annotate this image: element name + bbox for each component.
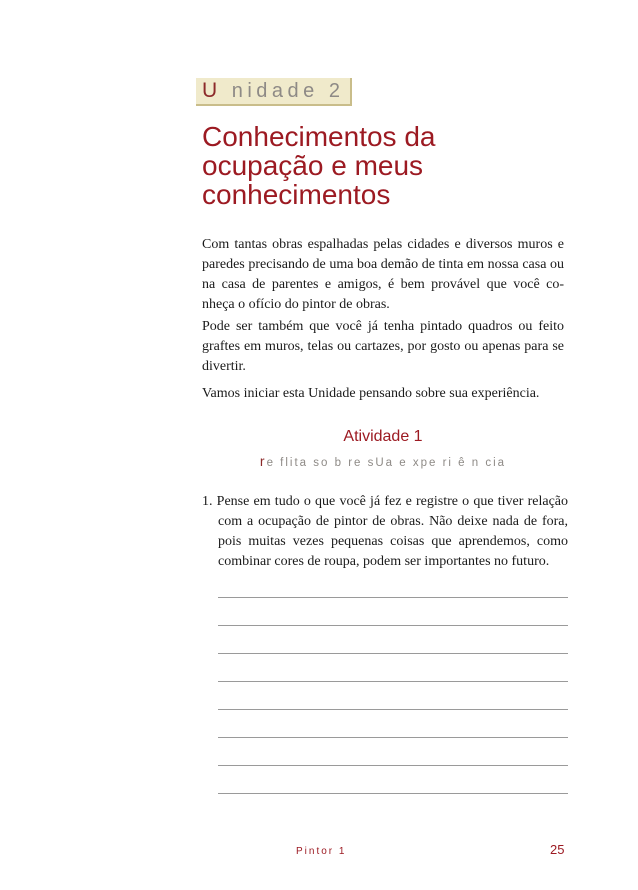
answer-line-1[interactable]: [218, 597, 568, 598]
activity-subtitle-text: e flita so b re sUa e xpe ri ê n cia: [266, 457, 507, 469]
page-number: 25: [550, 842, 565, 857]
answer-line-2[interactable]: [218, 625, 568, 626]
activity-subtitle: [202, 453, 564, 469]
title-line-2: ocupação e meus: [202, 150, 424, 181]
intro-paragraph-1: Com tantas obras espalhadas pelas cidades e diversos muros e paredes precisando de uma boa demão de tinta em nossa casa ou na casa de parentes e amigos, é bem provável que você co-nheça o ofício do pintor de obras.: [202, 237, 564, 312]
answer-line-6[interactable]: [218, 737, 568, 738]
question-1: 1. Pense em tudo o que você já fez e registre o que tiver relação com a ocupação de pintor de obras. Não deixe nada de fora, pois muitas vezes pequenas coisas que aprendemos, como combinar cores de roupa, podem ser importantes no futuro.: [202, 494, 568, 569]
footer-book-title: Pintor 1: [296, 846, 347, 857]
answer-line-3[interactable]: [218, 653, 568, 654]
intro-paragraph-2: Pode ser também que você já tenha pintado quadros ou feito graftes em muros, telas ou cartazes, por gosto ou apenas para se divertir.: [202, 319, 564, 374]
page-title: [202, 122, 602, 209]
title-line-3: conhecimentos: [202, 179, 391, 210]
unit-label: [202, 79, 344, 103]
intro-paragraph-3: Vamos iniciar esta Unidade pensando sobre sua experiência.: [202, 386, 540, 401]
unit-label-initial: U: [202, 79, 222, 102]
title-line-1: Conhecimentos da: [202, 121, 436, 152]
answer-line-7[interactable]: [218, 765, 568, 766]
answer-line-4[interactable]: [218, 681, 568, 682]
activity-title: Atividade 1: [343, 428, 423, 445]
activity-subtitle-initial: r: [259, 453, 267, 469]
unit-label-text: nidade 2: [231, 80, 345, 102]
answer-line-5[interactable]: [218, 709, 568, 710]
answer-line-8[interactable]: [218, 793, 568, 794]
